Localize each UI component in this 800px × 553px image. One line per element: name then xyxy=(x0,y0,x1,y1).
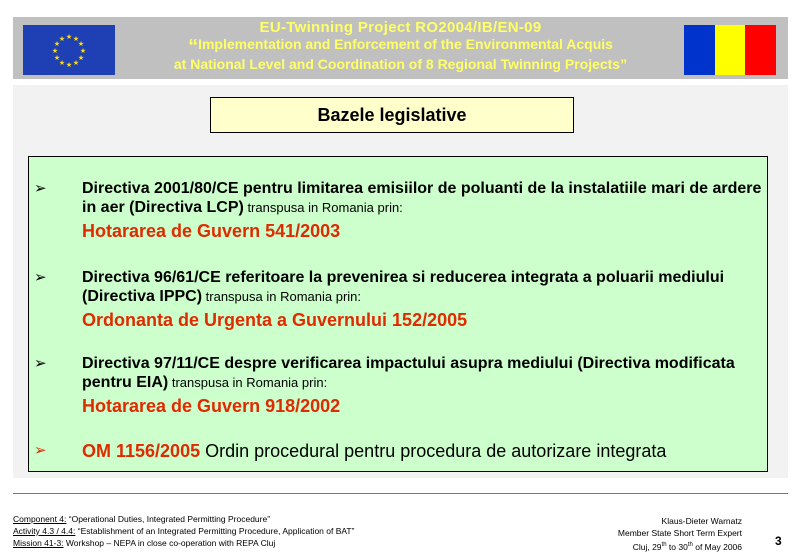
project-title: EU-Twinning Project RO2004/IB/EN-09 xyxy=(259,19,542,36)
romania-flag-icon xyxy=(684,25,776,75)
author-name: Klaus-Dieter Warnatz xyxy=(661,516,742,526)
project-subtitle-line1: “Implementation and Enforcement of the Environmental Acquis xyxy=(188,36,613,58)
svg-text:★: ★ xyxy=(58,35,66,43)
slide-content xyxy=(13,85,788,478)
footer-project-info: Component 4: “Operational Duties, Integrated Permitting Procedure” Activity 4.3 / 4.4: “Establishment of an Integrated Permitting Procedure, Application of BAT” Mission 41-3: Workshop – NEPA in close co-operation with REPA Cluj xyxy=(13,514,355,548)
arrow-bullet-icon: ➢ xyxy=(34,269,47,286)
arrow-bullet-icon: ➢ xyxy=(34,180,47,197)
directive-text: Directiva 96/61/CE referitoare la prevenirea si reducerea integrata a poluarii mediului (Directiva IPPC) xyxy=(82,269,725,305)
procedure-description: Ordin procedural pentru procedura de autorizare integrata xyxy=(200,441,667,461)
svg-text:★: ★ xyxy=(77,40,85,48)
event-date: Cluj, 29th to 30th of May 2006 xyxy=(632,541,742,552)
svg-text:★: ★ xyxy=(77,54,85,62)
act-text: OM 1156/2005 xyxy=(82,441,201,461)
svg-text:★: ★ xyxy=(53,40,61,48)
directive-text: Directiva 97/11/CE despre verificarea impactului asupra mediului (Directiva modificata pentru EIA) xyxy=(82,355,735,391)
svg-text:★: ★ xyxy=(51,47,59,55)
svg-text:★: ★ xyxy=(58,59,66,67)
header-banner xyxy=(13,17,788,79)
svg-text:★: ★ xyxy=(65,61,73,69)
act-text: Hotararea de Guvern 918/2002 xyxy=(82,396,341,416)
act-text: Hotararea de Guvern 541/2003 xyxy=(82,221,341,241)
arrow-bullet-icon: ➢ xyxy=(34,355,47,372)
author-role: Member State Short Term Expert xyxy=(617,528,742,538)
svg-text:★: ★ xyxy=(65,33,73,41)
footer-divider xyxy=(13,493,788,494)
svg-text:★: ★ xyxy=(79,47,87,55)
arrow-bullet-icon: ➢ xyxy=(34,442,47,459)
transposed-text: transpusa in Romania prin: xyxy=(243,200,403,215)
legislation-list xyxy=(28,156,768,472)
slide-title: Bazele legislative xyxy=(210,97,574,133)
header-title xyxy=(123,19,678,73)
svg-text:★: ★ xyxy=(72,59,80,67)
act-text: Ordonanta de Urgenta a Guvernului 152/2005 xyxy=(82,310,468,330)
transposed-text: transpusa in Romania prin: xyxy=(168,375,328,390)
transposed-text: transpusa in Romania prin: xyxy=(202,289,362,304)
svg-text:★: ★ xyxy=(53,54,61,62)
footer-author-info xyxy=(560,515,742,553)
svg-text:★: ★ xyxy=(72,35,80,43)
page-number: 3 xyxy=(775,534,782,548)
directive-text: Directiva 2001/80/CE pentru limitarea emisiilor de poluanti de la instalatiile mari de ardere in aer (Directiva LCP) xyxy=(82,180,762,216)
eu-flag-icon xyxy=(23,25,115,75)
project-subtitle-line2: at National Level and Coordination of 8 Regional Twinning Projects” xyxy=(173,56,628,72)
